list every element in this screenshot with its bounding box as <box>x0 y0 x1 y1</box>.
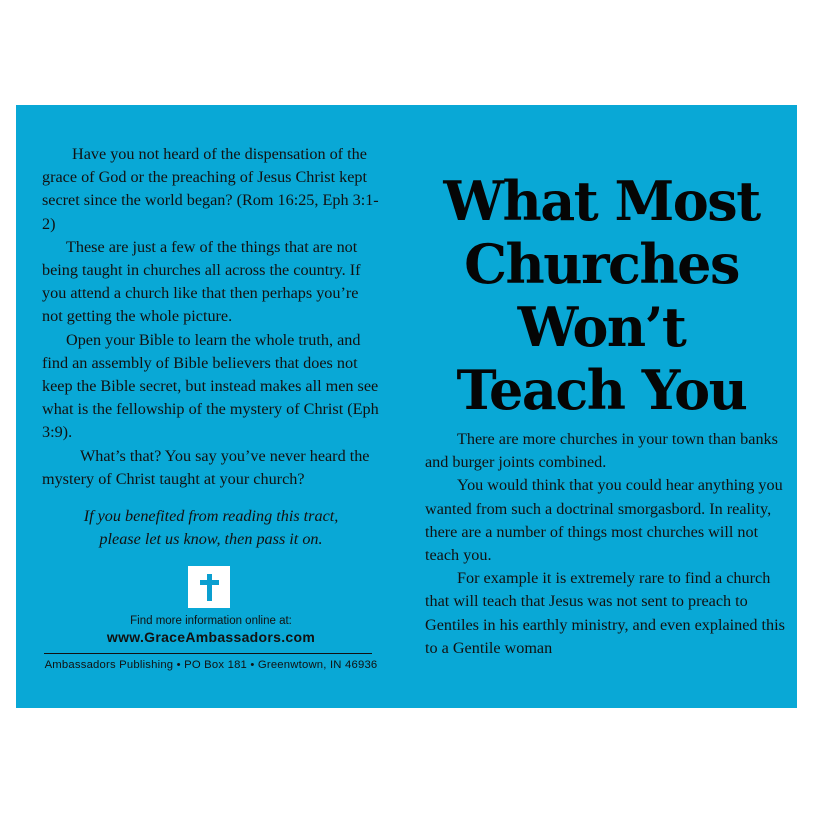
tract-spread <box>16 105 797 708</box>
find-more-label: Find more information online at: <box>130 615 292 627</box>
cross-icon <box>188 566 230 608</box>
title-line: Teach You <box>456 358 747 422</box>
back-paragraph: Open your Bible to learn the whole truth, and find an assembly of Bible believers that does not keep the Bible secret, but instead makes all men see what is the fellowship of the mystery of Christ (Eph 3:9). <box>42 330 379 442</box>
back-paragraph: Have you not heard of the dispensation of the grace of God or the preaching of Jesus Christ kept secret since the world began? (Rom 16:25, Eph 3:1-2) <box>42 145 379 233</box>
publisher-info: Ambassadors Publishing • PO Box 181 • Greenwtown, IN 46936 <box>44 659 378 671</box>
back-page-text <box>42 143 382 491</box>
website-link[interactable]: www.GraceAmbassadors.com <box>106 629 316 645</box>
title-line: Churches <box>464 232 739 296</box>
title-line: What Most <box>443 169 760 233</box>
title-line: Won’t <box>517 295 686 359</box>
back-paragraph: What’s that? You say you’ve never heard the mystery of Christ taught at your church? <box>42 446 370 488</box>
tract-title <box>406 170 797 422</box>
front-page <box>406 105 797 708</box>
closing-line: If you benefited from reading this tract, <box>83 507 339 525</box>
front-page-text <box>425 428 785 660</box>
back-page <box>16 105 406 708</box>
closing-note <box>46 505 376 551</box>
front-paragraph: There are more churches in your town than banks and burger joints combined. <box>425 430 778 472</box>
closing-line: please let us know, then pass it on. <box>99 530 323 548</box>
front-paragraph: You would think that you could hear anything you wanted from such a doctrinal smorgasbord. In reality, there are a number of things most churches will not teach you. <box>425 476 783 565</box>
front-paragraph: For example it is extremely rare to find a church that will teach that Jesus was not sent to preach to Gentiles in his earthly ministry, and even explained this to a Gentile woman <box>425 569 785 657</box>
divider <box>44 653 372 654</box>
back-paragraph: These are just a few of the things that are not being taught in churches all across the country. If you attend a church like that then perhaps you’re not getting the whole picture. <box>42 237 361 326</box>
